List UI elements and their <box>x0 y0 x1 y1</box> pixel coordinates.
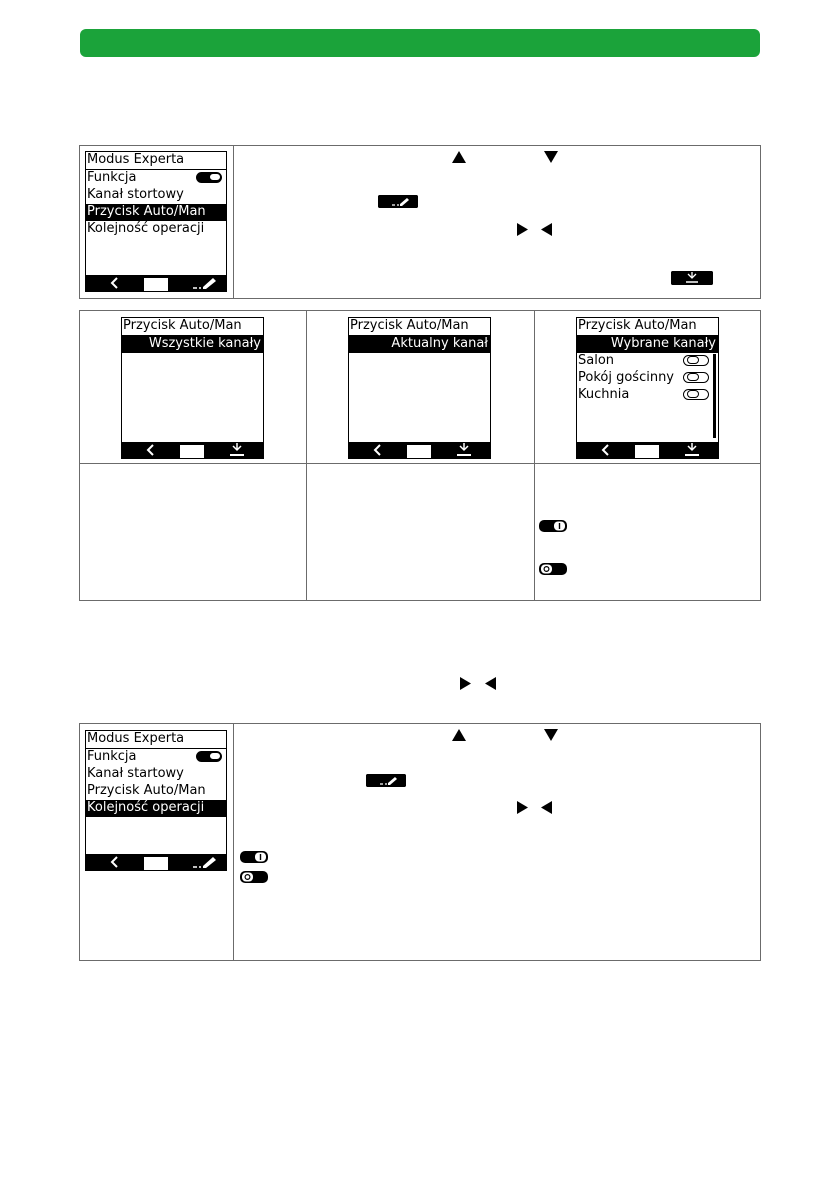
option-current-channel-screen <box>348 317 491 459</box>
toggle-off-icon[interactable] <box>683 389 709 400</box>
back-icon[interactable] <box>106 855 124 869</box>
toggle-off-icon[interactable] <box>683 372 709 383</box>
menu-item-function[interactable] <box>86 170 226 187</box>
channel-label: Kuchnia <box>578 387 630 402</box>
menu-item-label: Funkcja <box>87 749 137 764</box>
arrow-left-icon <box>541 801 552 814</box>
option-selected[interactable]: Wszystkie kanały <box>122 336 263 353</box>
menu-item-auto-man[interactable]: Przycisk Auto/Man <box>87 783 206 798</box>
option-selected[interactable]: Aktualny kanał <box>349 336 490 353</box>
save-button-icon <box>671 271 713 285</box>
menu-item-label: Funkcja <box>87 170 137 185</box>
arrow-down-icon <box>544 729 558 741</box>
screen-title: Modus Experta <box>86 731 226 749</box>
save-icon[interactable] <box>455 443 473 457</box>
edit-button-icon <box>366 774 406 787</box>
edit-icon[interactable] <box>189 855 219 869</box>
back-icon[interactable] <box>106 276 124 290</box>
menu-item-operation-order[interactable]: Kolejność operacji <box>86 800 226 817</box>
arrow-up-icon <box>452 729 466 741</box>
channel-item[interactable] <box>577 353 718 370</box>
back-icon[interactable] <box>369 443 387 457</box>
menu-item-start-channel[interactable]: Kanał startowy <box>87 766 184 781</box>
save-icon[interactable] <box>228 443 246 457</box>
toggle-on-icon[interactable] <box>196 751 222 762</box>
softkey-bar <box>86 275 226 291</box>
toggle-off-icon <box>539 563 567 575</box>
arrow-down-icon <box>544 151 558 163</box>
option-selected[interactable]: Wybrane kanały <box>577 336 718 353</box>
screen-title: Modus Experta <box>86 152 226 170</box>
toggle-on-icon <box>539 520 567 532</box>
arrow-right-icon <box>517 223 528 236</box>
arrow-right-icon <box>460 677 471 690</box>
menu-item-auto-man[interactable]: Przycisk Auto/Man <box>86 204 226 221</box>
toggle-on-icon[interactable] <box>196 172 222 183</box>
arrow-left-icon <box>541 223 552 236</box>
screen-title: Przycisk Auto/Man <box>122 318 263 336</box>
channel-item[interactable] <box>577 387 718 404</box>
toggle-off-icon <box>240 871 268 883</box>
arrow-right-icon <box>517 801 528 814</box>
menu-item-function[interactable] <box>86 749 226 766</box>
toggle-on-icon <box>240 851 268 863</box>
expert-mode-screen-2 <box>85 730 227 871</box>
arrow-left-icon <box>485 677 496 690</box>
option-selected-channels-screen <box>576 317 719 459</box>
softkey-bar <box>122 442 263 458</box>
channel-label: Pokój gościnny <box>578 370 675 385</box>
edit-button-icon <box>378 195 418 208</box>
arrow-up-icon <box>452 151 466 163</box>
channel-item[interactable] <box>577 370 718 387</box>
save-icon[interactable] <box>683 443 701 457</box>
back-icon[interactable] <box>597 443 615 457</box>
back-icon[interactable] <box>142 443 160 457</box>
edit-icon[interactable] <box>189 276 219 290</box>
screen-title: Przycisk Auto/Man <box>577 318 718 336</box>
softkey-bar <box>577 442 718 458</box>
screen-title: Przycisk Auto/Man <box>349 318 490 336</box>
softkey-bar <box>86 854 226 870</box>
menu-item-start-channel[interactable]: Kanał stortowy <box>87 187 184 202</box>
scrollbar[interactable] <box>713 354 716 438</box>
channel-label: Salon <box>578 353 615 368</box>
option-all-channels-screen <box>121 317 264 459</box>
toggle-off-icon[interactable] <box>683 355 709 366</box>
softkey-bar <box>349 442 490 458</box>
expert-mode-screen <box>85 151 227 292</box>
menu-item-operation-order[interactable]: Kolejność operacji <box>87 221 205 236</box>
header-bar <box>80 29 760 57</box>
